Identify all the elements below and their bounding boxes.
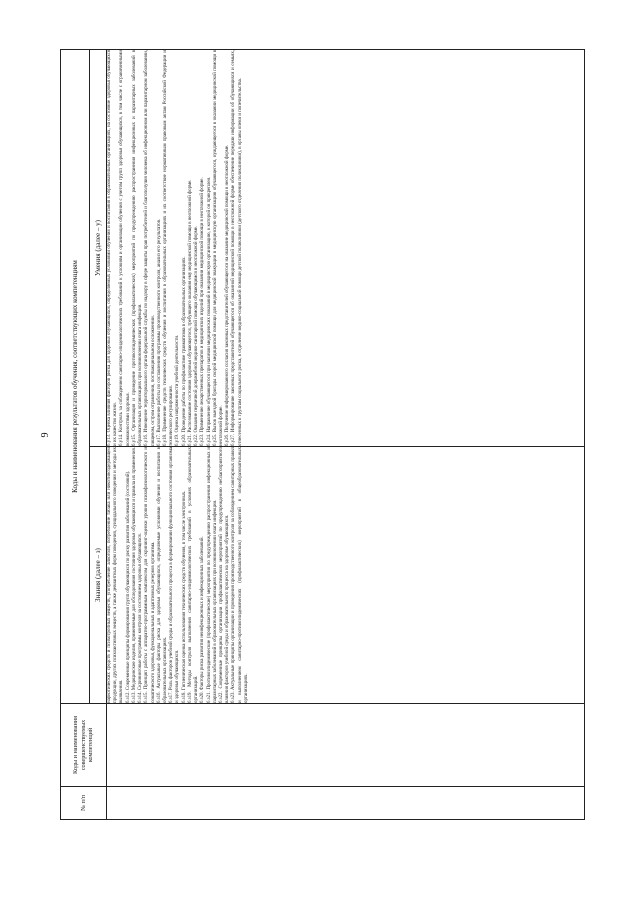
skill-item: 6.у19. Оценка напряженности учебной деятельности.: [175, 334, 181, 446]
knowledge-item: 6.з12. Современные принципы формирования групп обучающихся по риску развития заболеваний (состояний).: [125, 470, 131, 703]
rotated-table-container: [40, 49, 585, 820]
header-knowledge: Знания (далее – з): [90, 447, 107, 704]
skill-item: 6.у20. Проведение работы по профилактике травматизма в образовательных организациях.: [181, 256, 187, 446]
knowledge-item: 6.з15. Принцип работы с аппаратно-программным комплексом для скрининг-оценки уровня психофизиологического и соматического здоровья, функциональных и адаптивных резервов организма.: [144, 447, 156, 703]
skill-item: 6.у26. Получение информированного согласия законных представителей обучающегося на оказание медицинской помощи в неотложной форме.: [225, 144, 231, 446]
skill-item: 6.у24. Направление обучающегося при наличии медицинских показаний в медицинскую организацию, к которой он прикреплен.: [206, 176, 212, 446]
skill-item: 6.у27. Информирование законных представителей обучающегося об оказанной медицинской помощи в неотложной форме обеспечение передачи информации об обучающихся и семьях, отнесенных к группам социального риска, в отделение медико-социальной помощи детской поликлиники (детского отделения поликлиники), в органы опеки и попечительства.: [231, 49, 243, 446]
knowledge-item: 6.з16. Актуальные факторы риска для здоровья обучающихся, определяемые условиями обучения и воспитания в образовательных организациях.: [156, 447, 168, 703]
row-competency-cell: [107, 704, 585, 787]
knowledge-item: 6.з22. Современные принципы организации профилактических мероприятий по предупреждению неблагоприятного влияния факторов учебной среды и образовательного процесса на здоровье обучающихся.: [218, 447, 231, 703]
knowledge-item: 6.з21. Противоэпидемические (профилактические) мероприятия по предупреждению распространения инфекционных и паразитарных заболеваний в образовательных организациях при возникновении очага инфекции.: [206, 447, 218, 703]
skill-item: 6.у25. Вызов выездной бригады скорой медицинской помощи для медицинской эвакуации в медицинскую организацию обучающегося, нуждающегося в оказании медицинской помощи в неотложной форме.: [212, 49, 224, 446]
knowledge-item: 6.з20. Факторы риска развития неинфекционных и инфекционных заболеваний.: [200, 536, 206, 703]
knowledge-item: 6.з23. Актуальные принципы организации и проведения производственного контроля за соблюдением санитарных правил и выполнением санитарно-противоэпидемических (профилактических) мероприятий в общеобразовательных организациях.: [231, 447, 249, 703]
knowledge-item: 6.з14. Скрининговые программы контроля за состоянием здоровья обучающихся.: [138, 533, 144, 703]
skill-item: 6.у16. Извещение территориального органа федеральной службы по надзору в сфере защиты прав потребителей и благополучия человека об инфекционном или паразитарном заболевании, пищевом, остром отравлении, поствакцинальном осложнении.: [144, 49, 156, 446]
competency-table: [60, 49, 585, 820]
knowledge-item: 6.з18. Гигиеническая оценка использования технических средств обучения, в том числе электронных.: [181, 490, 187, 703]
knowledge-cell: [107, 447, 585, 704]
knowledge-item: 6.з17. Роль факторов учебной среды и образовательного процесса в формировании функционального состояния организма и здоровья обучающихся.: [169, 447, 181, 703]
row-number-cell: [107, 787, 585, 820]
skill-item: 6.у23. Применение лекарственных препаратов и медицинских изделий при оказании медицинской помощи в неотложной форме.: [200, 177, 206, 446]
skills-cell: [107, 49, 585, 446]
page-number: 9: [40, 432, 51, 438]
header-number: № п/п: [61, 787, 107, 820]
skill-item: 6.у14. Контроль за соблюдением санитарно-эпидемиологических требований к условиям и организации обучения с учетом групп здоровья обучающихся, в том числе с ограниченными возможностями здоровья.: [119, 49, 131, 446]
skill-item: 6.у13. Оценка влияния факторов риска для здоровья обучающихся, определяемых условиями обучения и воспитания в образовательных организациях, на состояние здоровья обучающихся и их качество жизни.: [107, 49, 119, 446]
header-learning-results: Коды и наименования результатов обучения, соответствующих компетенциям: [61, 49, 90, 703]
skill-item: 6.у17. Выполнение работы по составлению программы производственного контроля, анализ его результатов.: [156, 218, 162, 446]
header-competency-codes: Коды и наименования совершенствуемых компетенций: [61, 704, 107, 787]
skill-item: 6.у21. Распознавание состояния здоровья обучающегося, требующего оказания ему медицинской помощи в неотложной форме.: [187, 179, 193, 446]
skill-item: 6.у18. Применение средств технических средств обучения и воспитания в образовательных организациях и их соответствие нормативным правовым актам Российской Федерации и технического регулирования.: [162, 49, 175, 446]
knowledge-item: наркотических средств и психотропных веществ, употребление алкоголя, потребление табака или никотинсодержащей продукции, других психоактивных веществ, а также девиантных форм поведения, суицидального поведения и методы их выявления.: [107, 447, 125, 703]
knowledge-item: 6.з19. Методы контроля выполнения санитарно-эпидемиологических требований в условиях образовательных организаций.: [187, 447, 200, 703]
skill-item: 6.у22. Оказание первичной доврачебной медико-санитарной помощи обучающимся в неотложной форме.: [194, 225, 200, 446]
knowledge-item: 6.з13. Медицинские изделия, применяемые для обследования состояния здоровья обучающихся и правила их применения.: [131, 447, 137, 703]
header-skills: Умения (далее – у): [90, 49, 107, 446]
skill-item: 6.у15. Организация и проведение противоэпидемических (профилактических) мероприятий по предупреждению распространения инфекционных и паразитарных заболеваний в образовательных организациях при возникновении очага инфекции.: [131, 49, 144, 446]
